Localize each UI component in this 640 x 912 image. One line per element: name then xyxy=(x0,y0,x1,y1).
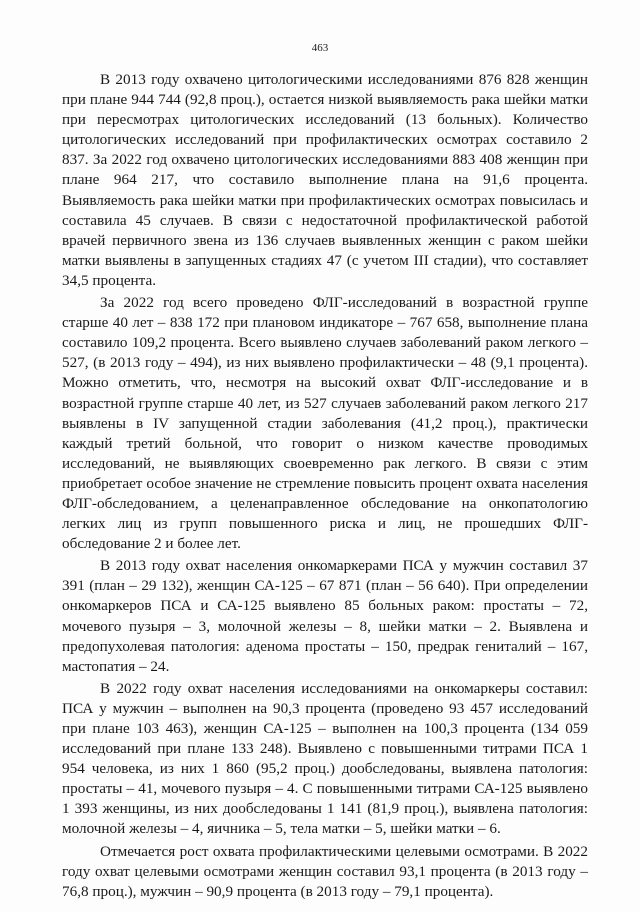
paragraph-cytology: В 2013 году охвачено цитологическими исследованиями 876 828 женщин при плане 944 744 (92,8 проц.), остается низкой выявляемость рака шейки матки при пересмотрах цитологических исследований (13 больных). Количество цитологических исследований при профилактических осмотрах составило 2 837. За 2022 год охвачено цитологических исследованиями 883 408 женщин при плане 964 217, что составило выполнение плана на 91,6 процента. Выявляемость рака шейки матки при профилактических осмотрах повысилась и составила 45 случаев. В связи с недостаточной профилактической работой врачей первичного звена из 136 случаев выявленных женщин с раком шейки матки выявлены в запущенных стадиях 47 (с учетом III стадии), что составляет 34,5 процента. xyxy=(62,71,588,289)
paragraph-tumor-markers-2013: В 2013 году охват населения онкомаркерами ПСА у мужчин составил 37 391 (план – 29 132), женщин СА-125 – 67 871 (план – 56 640). При определении онкомаркеров ПСА и СА-125 выявлено 85 больных раком: простаты – 72, мочевого пузыря – 3, молочной железы – 8, шейки матки – 2. Выявлена и предопухолевая патология: аденома простаты – 150, предрак гениталий – 167, мастопатия – 24. xyxy=(62,557,588,675)
paragraph-flg-screening: За 2022 год всего проведено ФЛГ-исследований в возрастной группе старше 40 лет – 838 172 при плановом индикаторе – 767 658, выполнение плана составило 109,2 процента. Всего выявлено случаев заболеваний раком легкого – 527, (в 2013 году – 494), из них выявлено профилактически – 48 (9,1 процента). Можно отметить, что, несмотря на высокий охват ФЛГ-исследование и в возрастной группе старше 40 лет, из 527 случаев заболеваний раком легкого 217 выявлены в IV запущенной стадии заболевания (41,2 проц.), практически каждый третий больной, что говорит о низком качестве проводимых исследований, не выявляющих своевременно рак легкого. В связи с этим приобретает особое значение не стремление повысить процент охвата населения ФЛГ-обследованием, а целенаправленное обследование на онкопатологию легких лиц из групп повышенного риска и лиц, не прошедших ФЛГ-обследование 2 и более лет. xyxy=(62,294,588,553)
page-number: 463 xyxy=(311,42,329,54)
document-body xyxy=(62,70,588,902)
paragraph-targeted-exams: Отмечается рост охвата профилактическими целевыми осмотрами. В 2022 году охват целевыми осмотрами женщин составил 93,1 процента (в 2013 году – 76,8 проц.), мужчин – 90,9 процента (в 2013 году – 79,1 процента). xyxy=(62,842,588,900)
paragraph-tumor-markers-2022: В 2022 году охват населения исследованиями на онкомаркеры составил: ПСА у мужчин – выполнен на 90,3 процента (проведено 93 457 исследований при плане 103 463), женщин СА-125 – выполнен на 100,3 процента (134 059 исследований при плане 133 248). Выявлено с повышенными титрами ПСА 1 954 человека, из них 1 860 (95,2 проц.) дообследованы, выявлена патология: простаты – 41, мочевого пузыря – 4. С повышенными титрами СА-125 выявлено 1 393 женщины, из них дообследованы 1 141 (81,9 проц.), выявлена патология: молочной железы – 4, яичника – 5, тела матки – 5, шейки матки – 6. xyxy=(62,679,588,838)
